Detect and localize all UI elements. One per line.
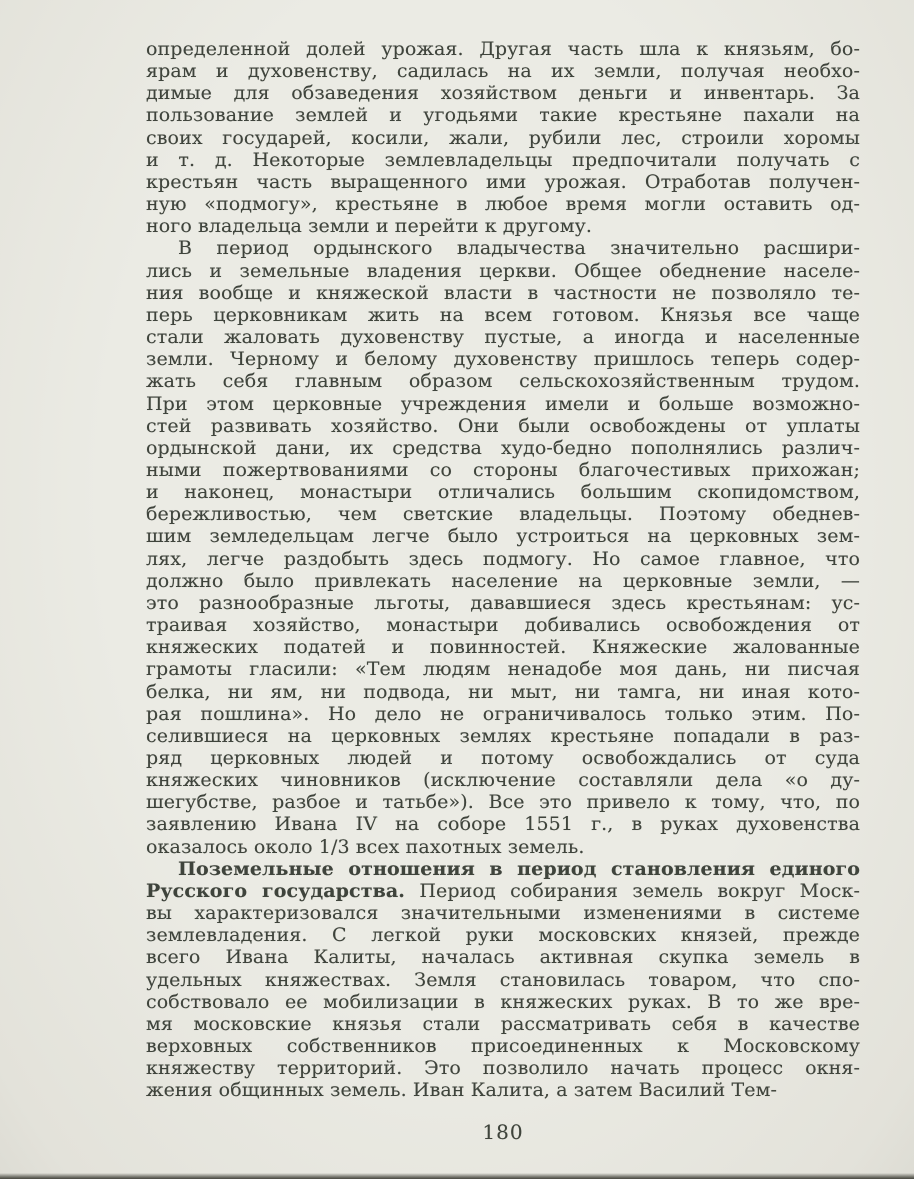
- text-line: [146, 858, 860, 880]
- paragraph-continuation: [146, 38, 860, 237]
- text-line: стей развивать хозяйство. Они были освобождены от уплаты: [146, 414, 860, 437]
- text-line: оказалось около 1/3 всех пахотных земель.: [146, 835, 585, 858]
- text-line: бережливостью, чем светские владельцы. Поэтому обеднев-: [146, 503, 860, 526]
- text-line: лись и земельные владения церкви. Общее обеднение населе-: [146, 259, 860, 282]
- text-line: белка, ни ям, ни подвода, ни мыт, ни тамга, ни иная кото-: [146, 680, 860, 703]
- text-line: пользование землей и угодьями такие крестьяне пахали на: [146, 104, 860, 127]
- text-line: перь церковникам жить на всем готовом. Князья все чаще: [146, 303, 860, 326]
- text-line: должно было привлекать население на церковные земли, —: [146, 569, 860, 592]
- text-line: рая пошлина». Но дело не ограничивалось только этим. По-: [146, 702, 860, 725]
- bold-run-heading: Поземельные отношения в период становления единого: [178, 857, 860, 880]
- text-line: своих государей, косили, жали, рубили лес, строили хоромы: [146, 126, 860, 149]
- paragraph-land-relations: [146, 858, 860, 1102]
- text-line: собствовало ее мобилизации в княжеских руках. В то же вре-: [146, 990, 860, 1013]
- text-line: землевладения. С легкой руки московских князей, прежде: [146, 924, 860, 947]
- text-line: лях, легче раздобыть здесь подмогу. Но самое главное, что: [146, 547, 860, 570]
- text-line: верховных собственников присоединенных к Московскому: [146, 1035, 860, 1058]
- text-line: В период ордынского владычества значительно расшири-: [178, 237, 860, 260]
- text-line: ряд церковных людей и потому освобождались от суда: [146, 747, 860, 769]
- text-line: ордынской дани, их средства худо-бедно пополнялись различ-: [146, 436, 860, 459]
- text-line: жать себя главным образом сельскохозяйственным трудом.: [146, 370, 860, 393]
- text-line: княжеских чиновников (исключение составляли дела «о ду-: [146, 769, 860, 792]
- text-line: селившиеся на церковных землях крестьяне попадали в раз-: [146, 724, 860, 747]
- text-line: Русского государства. Период собирания земель вокруг Моск-: [146, 879, 860, 902]
- text-line: стали жаловать духовенству пустые, а иногда и населенные: [146, 326, 860, 349]
- text-line: это разнообразные льготы, дававшиеся здесь крестьянам: ус-: [146, 591, 860, 614]
- text-line: всего Ивана Калиты, началась активная скупка земель в: [146, 946, 860, 969]
- text-line: крестьян часть выращенного ими урожая. Отработав получен-: [146, 170, 860, 193]
- text-line: При этом церковные учреждения имели и больше возможно-: [146, 392, 860, 415]
- text-line: грамоты гласили: «Тем людям ненадобе моя дань, ни писчая: [146, 658, 860, 681]
- text-line: удельных княжествах. Земля становилась товаром, что спо-: [146, 968, 860, 991]
- text-line: определенной долей урожая. Другая часть шла к князьям, бо-: [146, 38, 860, 60]
- text-line: ярам и духовенству, садилась на их земли, получая необхо-: [146, 60, 860, 83]
- paragraph-church-lands: [146, 237, 860, 857]
- text-line: вы характеризовался значительными изменениями в системе: [146, 902, 860, 925]
- text-line: ную «подмогу», крестьяне в любое время могли оставить од-: [146, 193, 860, 216]
- bold-run-heading: Русского государства.: [146, 879, 406, 902]
- text-line: димые для обзаведения хозяйством деньги и инвентарь. За: [146, 82, 860, 105]
- text-line: заявлению Ивана IV на соборе 1551 г., в руках духовенства: [146, 813, 860, 836]
- text-line: траивая хозяйство, монастыри добивались освобождения от: [146, 614, 860, 637]
- text-line: княжеству территорий. Это позволило начать процесс окня-: [146, 1057, 860, 1080]
- text-line: жения общинных земель. Иван Калита, а затем Василий Тем-: [146, 1079, 777, 1102]
- text-line: мя московские князья стали рассматривать себя в качестве: [146, 1012, 860, 1035]
- text-line: и т. д. Некоторые землевладельцы предпочитали получать с: [146, 148, 860, 171]
- text-line: ными пожертвованиями со стороны благочестивых прихожан;: [146, 458, 860, 481]
- text-line: земли. Черному и белому духовенству пришлось теперь содер-: [146, 348, 860, 371]
- scan-edge-artifact: [0, 1173, 914, 1179]
- text-line: ного владельца земли и перейти к другому.: [146, 215, 593, 238]
- text-block: [146, 38, 860, 1102]
- text-line: княжеских податей и повинностей. Княжеские жалованные: [146, 636, 860, 659]
- page-number: 180: [482, 1120, 524, 1144]
- text-line: шим земледельцам легче было устроиться на церковных зем-: [146, 525, 860, 548]
- text-line: ния вообще и княжеской власти в частности не позволяло те-: [146, 281, 860, 304]
- text-line: и наконец, монастыри отличались большим скопидомством,: [146, 481, 860, 504]
- text-line: шегубстве, разбое и татьбе»). Все это привело к тому, что, по: [146, 791, 860, 814]
